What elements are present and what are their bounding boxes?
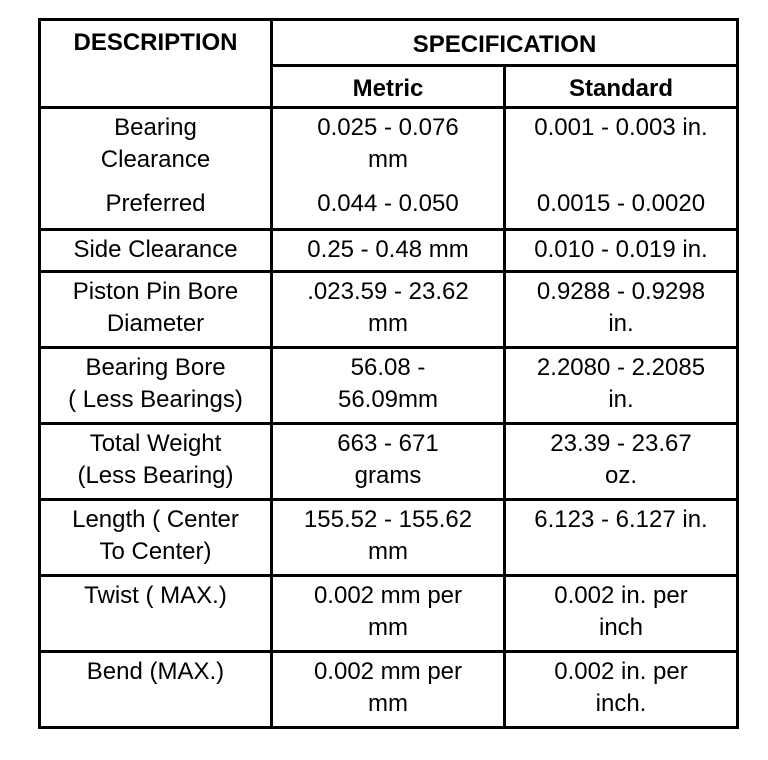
metric-cell (272, 108, 505, 230)
description-text: Bearing (114, 114, 197, 141)
metric-text: 0.025 - 0.076 (317, 114, 459, 141)
metric-text: 0.25 - 0.48 mm (307, 236, 469, 263)
description-cell (40, 500, 272, 576)
table-row (40, 230, 738, 272)
description-cell (40, 424, 272, 500)
standard-cell (505, 230, 738, 272)
standard-cell (505, 500, 738, 576)
metric-text: 0.002 mm per (313, 658, 463, 685)
description-cell (40, 348, 272, 424)
standard-text: in. (608, 386, 634, 413)
specification-header: SPECIFICATION (272, 20, 738, 66)
standard-text: 0.001 - 0.003 in. (534, 114, 708, 141)
description-text: Bend (MAX.) (86, 658, 225, 685)
metric-text: 663 - 671 (337, 430, 439, 457)
description-text: Twist ( MAX.) (84, 582, 227, 609)
description-text: Bearing Bore (85, 354, 226, 381)
standard-text: 0.002 in. per (554, 658, 688, 685)
standard-text: 2.2080 - 2.2085 (536, 354, 706, 381)
description-text: (Less Bearing) (77, 462, 234, 489)
metric-text: mm (368, 690, 408, 717)
metric-text: 56.09mm (337, 386, 439, 413)
metric-text: mm (368, 146, 408, 173)
metric-cell (272, 272, 505, 348)
standard-cell (505, 576, 738, 652)
standard-text: inch (598, 614, 644, 641)
standard-text: 0.010 - 0.019 in. (534, 236, 708, 263)
metric-text: .023.59 - 23.62 (307, 278, 469, 305)
specification-table (38, 18, 739, 729)
standard-text: oz. (604, 462, 637, 489)
table-row (40, 272, 738, 348)
metric-text: 155.52 - 155.62 (303, 506, 473, 533)
standard-cell (505, 424, 738, 500)
standard-text: in. (608, 310, 634, 337)
description-cell (40, 230, 272, 272)
standard-text: 6.123 - 6.127 in. (534, 506, 708, 533)
standard-text: 23.39 - 23.67 (550, 430, 692, 457)
standard-cell (505, 108, 738, 230)
table-row (40, 108, 738, 230)
standard-text: 0.9288 - 0.9298 (536, 278, 706, 305)
table-row (40, 348, 738, 424)
description-text: Side Clearance (73, 236, 238, 263)
description-text: Total Weight (89, 430, 222, 457)
standard-cell (505, 652, 738, 728)
standard-header: Standard (505, 66, 738, 108)
metric-text: mm (368, 614, 408, 641)
metric-cell (272, 576, 505, 652)
description-cell (40, 576, 272, 652)
metric-cell (272, 652, 505, 728)
description-header: DESCRIPTION (40, 20, 272, 108)
description-text: To Center) (99, 538, 212, 565)
metric-text: mm (368, 310, 408, 337)
spacer (510, 144, 732, 176)
standard-cell (505, 272, 738, 348)
description-cell (40, 272, 272, 348)
standard-cell (505, 348, 738, 424)
description-text: Diameter (106, 310, 205, 337)
metric-cell (272, 348, 505, 424)
metric-cell (272, 230, 505, 272)
description-cell (40, 652, 272, 728)
table-row (40, 652, 738, 728)
table-row (40, 576, 738, 652)
description-cell (40, 108, 272, 230)
table-row (40, 500, 738, 576)
metric-cell (272, 424, 505, 500)
metric-header: Metric (272, 66, 505, 108)
table-row (40, 424, 738, 500)
preferred-standard-text: 0.0015 - 0.0020 (536, 190, 706, 217)
description-text: Length ( Center (72, 506, 239, 533)
description-text: Piston Pin Bore (72, 278, 239, 305)
preferred-metric-text: 0.044 - 0.050 (317, 190, 459, 217)
metric-cell (272, 500, 505, 576)
metric-text: grams (354, 462, 422, 489)
metric-text: 56.08 - (350, 354, 426, 381)
standard-text: 0.002 in. per (554, 582, 688, 609)
standard-text: inch. (595, 690, 647, 717)
specification-body (40, 108, 738, 728)
description-text: ( Less Bearings) (68, 386, 243, 413)
metric-text: mm (368, 538, 408, 565)
preferred-description-text: Preferred (105, 190, 206, 217)
description-text: Clearance (100, 146, 211, 173)
metric-text: 0.002 mm per (313, 582, 463, 609)
